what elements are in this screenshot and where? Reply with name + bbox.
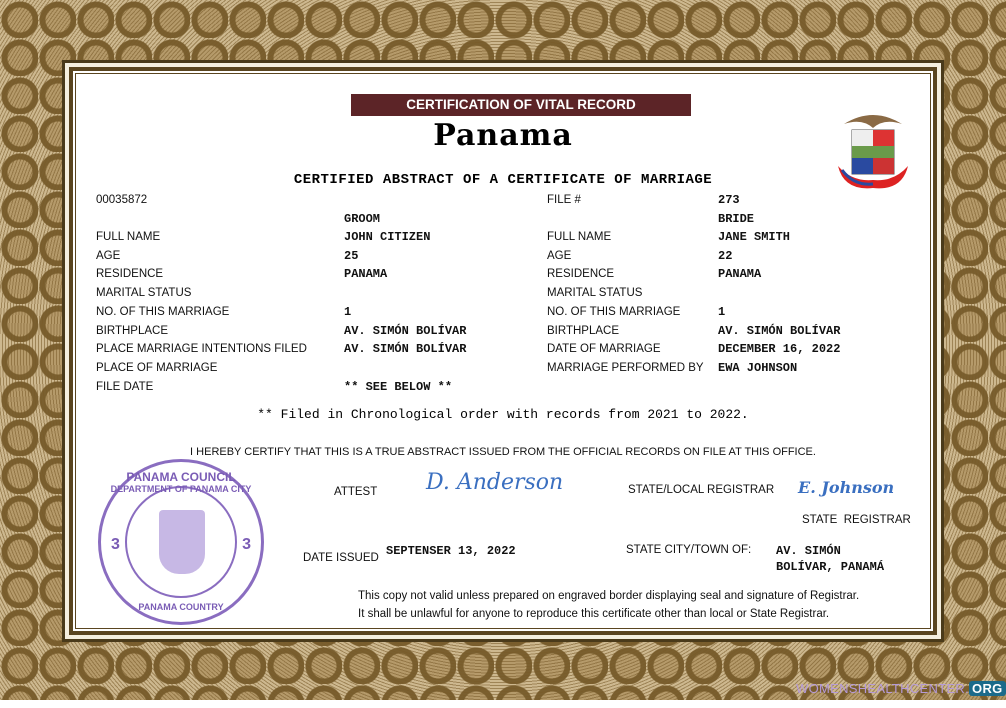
groom-field-value: AV. SIMÓN BOLÍVAR bbox=[344, 323, 467, 338]
bride-field-value: PANAMA bbox=[718, 267, 762, 282]
bride-field-value: AV. SIMÓN BOLÍVAR bbox=[718, 323, 841, 338]
official-seal: PANAMA COUNCIL DEPARTMENT OF PANAMA CITY PANAMA COUNTRY 3 3 bbox=[98, 459, 264, 625]
groom-field-label: FILE DATE bbox=[96, 380, 154, 393]
groom-field-label: PLACE OF MARRIAGE bbox=[96, 361, 218, 374]
bride-header: BRIDE bbox=[718, 212, 755, 226]
groom-field-label: RESIDENCE bbox=[96, 268, 164, 281]
banner: CERTIFICATION OF VITAL RECORD bbox=[351, 94, 691, 116]
city-line2: BOLÍVAR, PANAMÁ bbox=[776, 560, 885, 574]
footer-note-2: It shall be unlawful for anyone to reproduce this certificate other than local or State Registrar. bbox=[358, 608, 830, 620]
date-issued-label: DATE ISSUED bbox=[303, 552, 379, 564]
country-title: Panama bbox=[433, 118, 573, 153]
watermark-logo: WOMENSHEALTHCENTER. ORG bbox=[796, 681, 1006, 696]
bride-field-label: DATE OF MARRIAGE bbox=[547, 343, 661, 356]
attest-signature: D. Anderson bbox=[426, 470, 564, 495]
attest-label: ATTEST bbox=[334, 486, 378, 498]
groom-field-label: FULL NAME bbox=[96, 231, 161, 243]
bride-field-label: NO. OF THIS MARRIAGE bbox=[547, 305, 681, 318]
city-line1: AV. SIMÓN bbox=[776, 544, 841, 558]
state-registrar: STATE REGISTRAR bbox=[802, 514, 911, 526]
groom-field-label: MARITAL STATUS bbox=[96, 287, 192, 300]
bride-field-label: AGE bbox=[547, 249, 572, 262]
groom-field-value: 25 bbox=[344, 248, 359, 263]
groom-field-label: PLACE MARRIAGE INTENTIONS FILED bbox=[96, 343, 307, 356]
coat-of-arms-icon bbox=[834, 106, 912, 196]
bride-field-label: FULL NAME bbox=[547, 231, 612, 243]
bride-field-value: DECEMBER 16, 2022 bbox=[718, 342, 841, 357]
certificate-frame bbox=[62, 60, 944, 642]
footer-note-1: This copy not valid unless prepared on engraved border displaying seal and signature of Registrar. bbox=[358, 590, 860, 602]
groom-header: GROOM bbox=[344, 212, 381, 226]
bride-field-value: JANE SMITH bbox=[718, 230, 791, 244]
date-issued: SEPTENSER 13, 2022 bbox=[386, 544, 516, 558]
bride-field-value: 1 bbox=[718, 304, 726, 319]
bride-field-label: BIRTHPLACE bbox=[547, 324, 620, 337]
bride-field-value: 22 bbox=[718, 248, 733, 263]
groom-field-value: PANAMA bbox=[344, 267, 388, 282]
bride-field-value: EWA JOHNSON bbox=[718, 360, 798, 375]
registrar-signature: E. Johnson bbox=[798, 478, 895, 497]
groom-field-label: AGE bbox=[96, 249, 121, 262]
bride-field-label: RESIDENCE bbox=[547, 268, 615, 281]
groom-field-label: NO. OF THIS MARRIAGE bbox=[96, 305, 230, 318]
file-number: 273 bbox=[718, 193, 740, 207]
groom-field-value: JOHN CITIZEN bbox=[344, 230, 431, 244]
filed-note: ** Filed in Chronological order with records from 2021 to 2022. bbox=[257, 407, 749, 422]
certification-statement: I HEREBY CERTIFY THAT THIS IS A TRUE ABSTRACT ISSUED FROM THE OFFICIAL RECORDS ON FILE AT THIS OFFICE. bbox=[190, 446, 816, 458]
registrar-label: STATE/LOCAL REGISTRAR bbox=[628, 484, 775, 496]
groom-field-label: BIRTHPLACE bbox=[96, 324, 169, 337]
groom-field-value: ** SEE BELOW ** bbox=[344, 379, 453, 394]
bride-field-label: MARITAL STATUS bbox=[547, 287, 643, 300]
groom-field-value: 1 bbox=[344, 304, 352, 319]
file-label: FILE # bbox=[547, 194, 581, 206]
record-number: 00035872 bbox=[96, 194, 148, 206]
bride-field-label: MARRIAGE PERFORMED BY bbox=[547, 361, 704, 374]
city-label: STATE CITY/TOWN OF: bbox=[626, 544, 752, 556]
document-title: CERTIFIED ABSTRACT OF A CERTIFICATE OF MARRIAGE bbox=[293, 172, 713, 188]
groom-field-value: AV. SIMÓN BOLÍVAR bbox=[344, 342, 467, 357]
certificate bbox=[75, 73, 931, 629]
